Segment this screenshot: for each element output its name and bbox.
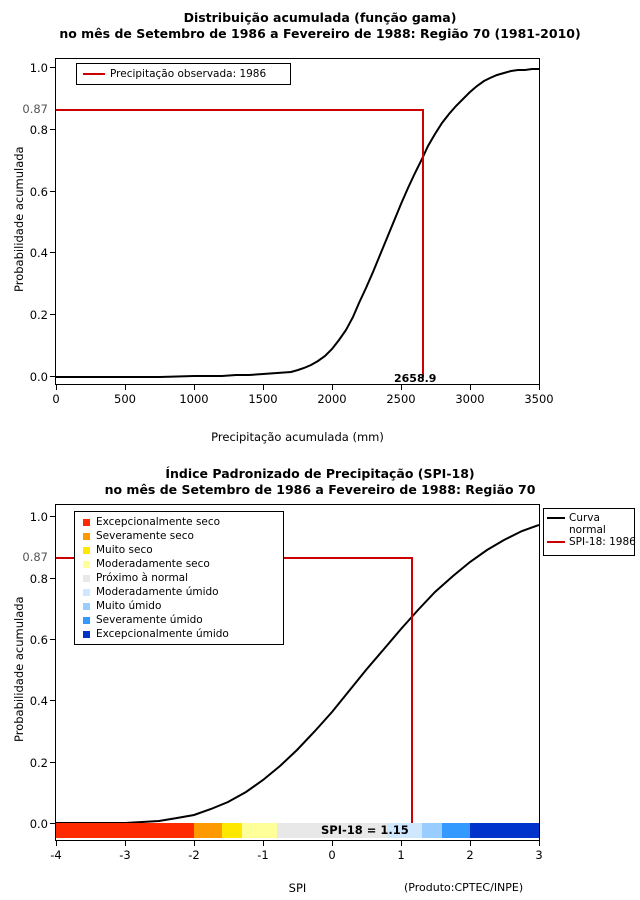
top-legend-label: Precipitação observada: 1986 bbox=[110, 68, 267, 80]
top-xtick-0 bbox=[56, 385, 57, 390]
top-ytick-label-1: 0.2 bbox=[29, 308, 48, 322]
top-xtick-label-4: 2000 bbox=[317, 392, 347, 406]
bottom-xtick-label-1: -3 bbox=[119, 848, 131, 862]
top-ytick-label-0: 0.0 bbox=[29, 370, 48, 384]
square-marker-icon bbox=[83, 547, 90, 554]
top-ytick-3 bbox=[50, 191, 55, 192]
top-title-line-2: no mês de Setembro de 1986 a Fevereiro de 1988: Região 70 (1981-2010) bbox=[59, 26, 581, 41]
spi-seg-muito-seco bbox=[222, 823, 242, 838]
top-xtick-label-2: 1000 bbox=[179, 392, 209, 406]
bottom-vertical-indicator bbox=[411, 557, 413, 823]
spi-seg-muito-umido bbox=[422, 823, 442, 838]
top-ytick-label-2: 0.4 bbox=[29, 246, 48, 260]
bottom-xtick-2 bbox=[194, 841, 195, 846]
spi-seg-excepcionalmente-seco bbox=[56, 823, 194, 838]
legend-label: Moderadamente úmido bbox=[96, 586, 219, 598]
top-observed-value-label: 2658.9 bbox=[394, 372, 437, 385]
top-xtick-label-3: 1500 bbox=[248, 392, 278, 406]
top-legend-item bbox=[83, 67, 284, 81]
bottom-xtick-label-4: 0 bbox=[328, 848, 336, 862]
square-marker-icon bbox=[83, 519, 90, 526]
top-xtick-6 bbox=[470, 385, 471, 390]
spi-seg-excepcionalmente-umido bbox=[470, 823, 539, 838]
legend-label: Próximo à normal bbox=[96, 572, 189, 584]
top-chart-title bbox=[0, 10, 640, 42]
bottom-xtick-label-0: -4 bbox=[50, 848, 62, 862]
top-plot-area bbox=[55, 58, 540, 385]
bottom-ytick-1 bbox=[50, 762, 55, 763]
legend-line-icon bbox=[547, 517, 565, 519]
bottom-ytick-label-4: 0.8 bbox=[29, 572, 48, 586]
top-prob-label: 0.87 bbox=[22, 102, 48, 116]
legend-item-moderadamente-umido bbox=[77, 585, 281, 599]
top-yaxis-label: Probabilidade acumulada bbox=[12, 146, 26, 292]
spi-seg-severamente-seco bbox=[194, 823, 222, 838]
legend-item-muito-seco bbox=[77, 543, 281, 557]
bottom-xtick-label-2: -2 bbox=[188, 848, 200, 862]
top-ytick-0 bbox=[50, 376, 55, 377]
top-horizontal-indicator bbox=[56, 109, 423, 111]
bottom-ytick-label-3: 0.6 bbox=[29, 633, 48, 647]
spi-value-annotation: SPI-18 = 1.15 bbox=[321, 823, 409, 837]
bottom-plot-area bbox=[55, 504, 540, 841]
top-ytick-label-4: 0.8 bbox=[29, 123, 48, 137]
legend-item-curva-normal-line2 bbox=[547, 524, 631, 536]
legend-label: normal bbox=[569, 524, 606, 536]
legend-item-severamente-umido bbox=[77, 613, 281, 627]
top-ytick-label-5: 1.0 bbox=[29, 61, 48, 75]
top-ytick-4 bbox=[50, 129, 55, 130]
square-marker-icon bbox=[83, 533, 90, 540]
bottom-ytick-label-0: 0.0 bbox=[29, 817, 48, 831]
legend-label: Muito seco bbox=[96, 544, 153, 556]
top-xtick-1 bbox=[125, 385, 126, 390]
top-xtick-label-1: 500 bbox=[114, 392, 136, 406]
top-xtick-label-6: 3000 bbox=[455, 392, 485, 406]
legend-label: Excepcionalmente úmido bbox=[96, 628, 229, 640]
top-xtick-4 bbox=[332, 385, 333, 390]
bottom-xtick-label-7: 3 bbox=[535, 848, 543, 862]
legend-line-icon bbox=[83, 73, 105, 75]
legend-item-spi-1986 bbox=[547, 536, 636, 548]
legend-label: SPI-18: 1986 bbox=[569, 536, 636, 548]
legend-label: Excepcionalmente seco bbox=[96, 516, 221, 528]
bottom-xaxis-label: SPI bbox=[288, 881, 307, 895]
legend-item-excepcionalmente-umido bbox=[77, 627, 281, 641]
bottom-series-legend bbox=[543, 508, 635, 556]
top-xtick-label-7: 3500 bbox=[524, 392, 554, 406]
top-plot-svg bbox=[56, 59, 539, 384]
square-marker-icon bbox=[83, 603, 90, 610]
top-ytick-1 bbox=[50, 314, 55, 315]
legend-label: Severamente seco bbox=[96, 530, 194, 542]
bottom-ytick-5 bbox=[50, 516, 55, 517]
legend-item-excepcionalmente-seco bbox=[77, 515, 281, 529]
bottom-xtick-6 bbox=[470, 841, 471, 846]
top-xtick-2 bbox=[194, 385, 195, 390]
square-marker-icon bbox=[83, 575, 90, 582]
spi-seg-moderadamente-seco bbox=[242, 823, 277, 838]
square-marker-icon bbox=[83, 617, 90, 624]
top-title-line-1: Distribuição acumulada (função gama) bbox=[183, 10, 457, 25]
bottom-chart-panel bbox=[0, 452, 640, 900]
bottom-title-line-1: Índice Padronizado de Precipitação (SPI-18) bbox=[165, 466, 475, 481]
top-xaxis-label: Precipitação acumulada (mm) bbox=[211, 430, 384, 444]
square-marker-icon bbox=[83, 561, 90, 568]
bottom-xtick-3 bbox=[263, 841, 264, 846]
bottom-prob-label: 0.87 bbox=[22, 550, 48, 564]
top-ytick-5 bbox=[50, 67, 55, 68]
bottom-ytick-label-1: 0.2 bbox=[29, 756, 48, 770]
bottom-title-line-2: no mês de Setembro de 1986 a Fevereiro de 1988: Região 70 bbox=[104, 482, 536, 497]
square-marker-icon bbox=[83, 589, 90, 596]
bottom-ytick-3 bbox=[50, 639, 55, 640]
square-marker-icon bbox=[83, 631, 90, 638]
bottom-ytick-label-5: 1.0 bbox=[29, 510, 48, 524]
spi-classification-bar bbox=[56, 823, 539, 838]
legend-label: Moderadamente seco bbox=[96, 558, 210, 570]
legend-label: Severamente úmido bbox=[96, 614, 203, 626]
spi-seg-severamente-umido bbox=[442, 823, 470, 838]
top-xtick-label-0: 0 bbox=[52, 392, 60, 406]
legend-label: Curva bbox=[569, 512, 600, 524]
bottom-ytick-2 bbox=[50, 700, 55, 701]
bottom-chart-title bbox=[0, 466, 640, 498]
top-ytick-2 bbox=[50, 252, 55, 253]
bottom-xtick-0 bbox=[56, 841, 57, 846]
bottom-xtick-5 bbox=[401, 841, 402, 846]
gamma-cdf-curve bbox=[56, 69, 539, 377]
bottom-xtick-4 bbox=[332, 841, 333, 846]
legend-item-proximo-a-normal bbox=[77, 571, 281, 585]
product-credit: (Produto:CPTEC/INPE) bbox=[404, 881, 524, 894]
bottom-xtick-label-6: 2 bbox=[466, 848, 474, 862]
top-vertical-indicator bbox=[422, 109, 424, 378]
bottom-ytick-label-2: 0.4 bbox=[29, 694, 48, 708]
legend-item-severamente-seco bbox=[77, 529, 281, 543]
top-xtick-7 bbox=[539, 385, 540, 390]
legend-line-icon bbox=[547, 541, 565, 543]
top-xtick-3 bbox=[263, 385, 264, 390]
spi-category-legend bbox=[74, 511, 284, 645]
top-legend bbox=[76, 63, 291, 85]
bottom-xtick-7 bbox=[539, 841, 540, 846]
bottom-xtick-1 bbox=[125, 841, 126, 846]
legend-label: Muito úmido bbox=[96, 600, 162, 612]
legend-item-muito-umido bbox=[77, 599, 281, 613]
top-xtick-label-5: 2500 bbox=[386, 392, 416, 406]
top-ytick-label-3: 0.6 bbox=[29, 185, 48, 199]
legend-item-moderadamente-seco bbox=[77, 557, 281, 571]
top-xtick-5 bbox=[401, 385, 402, 390]
bottom-ytick-0 bbox=[50, 823, 55, 824]
legend-item-curva-normal bbox=[547, 512, 631, 524]
bottom-yaxis-label: Probabilidade acumulada bbox=[12, 596, 26, 742]
bottom-xtick-label-5: 1 bbox=[397, 848, 405, 862]
bottom-xtick-label-3: -1 bbox=[257, 848, 269, 862]
bottom-ytick-4 bbox=[50, 578, 55, 579]
